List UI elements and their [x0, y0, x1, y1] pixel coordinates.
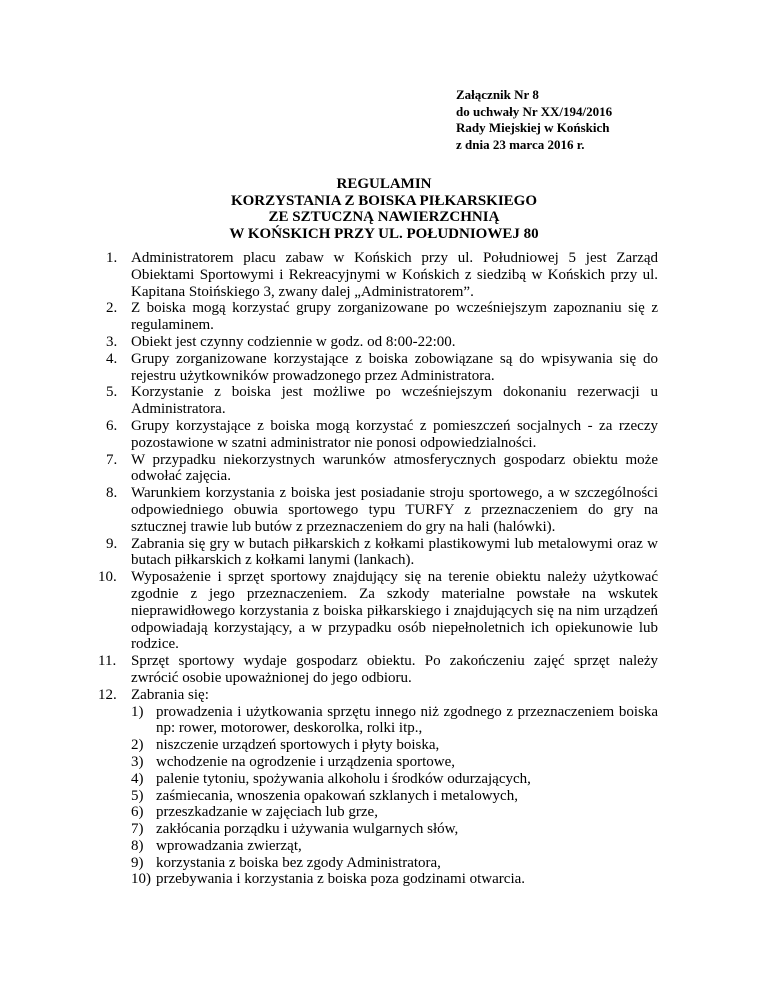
title-line-3: ZE SZTUCZNĄ NAWIERZCHNIĄ	[268, 209, 500, 225]
rule-item	[106, 384, 658, 418]
rule-text: W przypadku niekorzystnych warunków atmosferycznych gospodarz obiektu może odwołać zajęcia.	[131, 451, 658, 485]
rule-text: Z boiska mogą korzystać grupy zorganizowane po wcześniejszym zapoznaniu się z regulaminem.	[131, 300, 658, 334]
rule-item	[106, 418, 658, 452]
rule-number: 6.	[106, 417, 118, 434]
rule-item	[106, 485, 658, 535]
prohibition-text: palenie tytoniu, spożywania alkoholu i środków odurzających,	[156, 770, 531, 787]
prohibition-text: wprowadzania zwierząt,	[156, 837, 302, 854]
prohibition-item	[131, 737, 658, 754]
prohibition-number: 4)	[131, 770, 144, 787]
rule-text: Zabrania się:	[131, 686, 209, 703]
prohibition-number: 7)	[131, 821, 144, 838]
prohibition-item	[131, 804, 658, 821]
rule-item	[106, 351, 658, 385]
rule-text: Administratorem placu zabaw w Końskich przy ul. Południowej 5 jest Zarząd Obiektami Sportowymi i Rekreacyjnymi w Końskich z siedzibą w Końskich przy ul. Kapitana Stoińskiego 3, zwany dalej „Administratorem”.	[131, 250, 658, 300]
title-line-2: KORZYSTANIA Z BOISKA PIŁKARSKIEGO	[230, 192, 538, 209]
prohibition-number: 8)	[131, 837, 144, 854]
title-line-1: REGULAMIN	[336, 176, 432, 192]
prohibition-text: zakłócania porządku i używania wulgarnych słów,	[156, 821, 459, 838]
rule-item	[98, 686, 658, 889]
rule-text: Zabrania się gry w butach piłkarskich z kołkami plastikowymi lub metalowymi oraz w butach piłkarskich z kołkami lanymi (lankach).	[131, 535, 658, 569]
rule-number: 7.	[106, 451, 118, 468]
prohibition-item	[131, 821, 658, 838]
rule-number: 11.	[98, 653, 117, 670]
prohibition-item	[131, 704, 658, 738]
rule-text: Korzystanie z boiska jest możliwe po wcześniejszym dokonaniu rezerwacji u Administratora.	[131, 384, 658, 418]
prohibition-number: 9)	[131, 854, 144, 871]
annex-line-2: do uchwały Nr XX/194/2016	[456, 103, 613, 119]
prohibition-text: prowadzenia i użytkowania sprzętu innego niż zgodnego z przeznaczeniem boiska np: rower, motorower, deskorolka, rolki itp.,	[156, 703, 658, 737]
annex-line-3: Rady Miejskiej w Końskich	[456, 120, 610, 135]
annex-line-1: Załącznik Nr 8	[456, 87, 539, 102]
rule-text: Grupy zorganizowane korzystające z boiska zobowiązane są do wpisywania się do rejestru użytkowników prowadzonego przez Administratora.	[131, 350, 658, 384]
document-title	[0, 176, 768, 242]
rule-item	[106, 334, 658, 351]
rule-text: Warunkiem korzystania z boiska jest posiadanie stroju sportowego, a w szczególności odpowiedniego obuwia sportowego typu TURFY z przeznaczeniem do gry na sztucznej trawie lub butów z przeznaczeniem do gry na hali (halówki).	[131, 485, 658, 535]
rule-number: 3.	[106, 333, 118, 350]
prohibition-item	[131, 771, 658, 788]
rule-number: 12.	[98, 686, 117, 703]
title-line-4: W KOŃSKICH PRZY UL. POŁUDNIOWEJ 80	[229, 225, 539, 242]
prohibition-number: 10)	[131, 871, 151, 888]
prohibition-text: wchodzenie na ogrodzenie i urządzenia sportowe,	[156, 753, 456, 770]
prohibition-text: przebywania i korzystania z boiska poza godzinami otwarcia.	[156, 871, 526, 888]
prohibition-item	[131, 855, 658, 872]
prohibition-number: 1)	[131, 703, 144, 720]
rule-number: 10.	[98, 569, 117, 586]
prohibitions-list	[131, 704, 658, 889]
rule-item	[98, 569, 658, 653]
prohibition-number: 2)	[131, 737, 144, 754]
prohibition-item	[131, 838, 658, 855]
rule-item	[106, 536, 658, 570]
prohibition-item	[131, 754, 658, 771]
rule-item	[106, 250, 658, 300]
rule-item	[106, 300, 658, 334]
prohibition-text: zaśmiecania, wnoszenia opakowań szklanych i metalowych,	[156, 787, 518, 804]
rule-text: Grupy korzystające z boiska mogą korzystać z pomieszczeń socjalnych - za rzeczy pozostawione w szatni administrator nie ponosi odpowiedzialności.	[131, 417, 658, 451]
rule-item	[98, 653, 658, 687]
rule-number: 4.	[106, 350, 118, 367]
annex-line-4: z dnia 23 marca 2016 r.	[456, 136, 585, 152]
prohibition-text: niszczenie urządzeń sportowych i płyty boiska,	[156, 737, 440, 754]
rule-text: Sprzęt sportowy wydaje gospodarz obiektu. Po zakończeniu zajęć sprzęt należy zwrócić osobie upoważnionej do jego odbioru.	[131, 653, 658, 686]
prohibition-text: korzystania z boiska bez zgody Administratora,	[156, 854, 441, 871]
rule-text: Obiekt jest czynny codziennie w godz. od 8:00-22:00.	[131, 333, 456, 350]
rule-item	[106, 452, 658, 486]
prohibition-number: 6)	[131, 804, 144, 821]
prohibition-number: 3)	[131, 753, 144, 770]
rule-number: 2.	[106, 300, 118, 317]
prohibition-item	[131, 871, 658, 888]
rule-number: 5.	[106, 384, 118, 401]
annex-header	[456, 87, 612, 153]
rule-number: 9.	[106, 535, 118, 552]
rule-number: 1.	[106, 250, 118, 266]
prohibition-number: 5)	[131, 787, 144, 804]
rule-number: 8.	[106, 485, 118, 502]
prohibition-item	[131, 788, 658, 805]
rule-text: Wyposażenie i sprzęt sportowy znajdujący się na terenie obiektu należy użytkować zgodnie z jego przeznaczeniem. Za szkody materialne powstałe na wskutek nieprawidłowego korzystania z boiska piłkarskiego i znajdujących się na nim urządzeń odpowiadają korzystający, a w przypadku osób niepełnoletnich ich opiekunowie lub rodzice.	[131, 569, 658, 653]
rules-list	[98, 250, 658, 888]
prohibition-text: przeszkadzanie w zajęciach lub grze,	[156, 804, 378, 821]
